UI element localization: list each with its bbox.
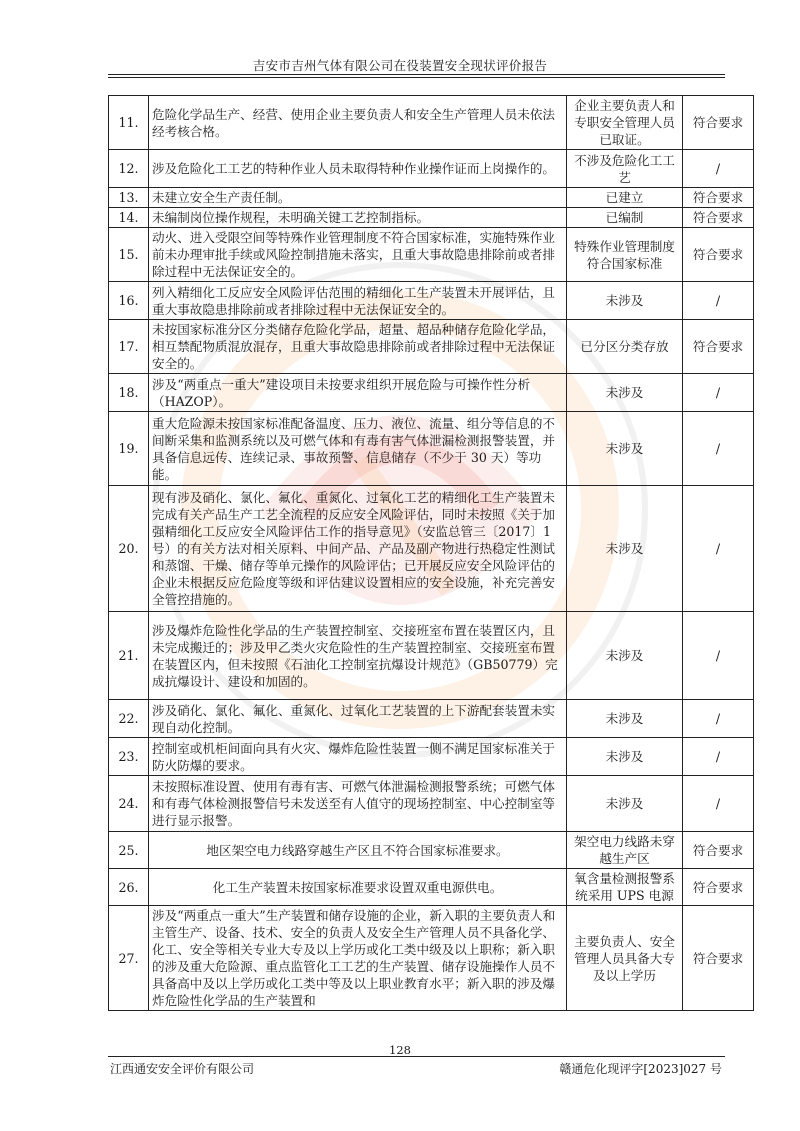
table-row [109, 282, 754, 320]
row-description: 涉及危险化工工艺的特种作业人员未取得特种作业操作证而上岗操作的。 [149, 150, 567, 188]
row-status: 未涉及 [567, 412, 683, 486]
row-status: 氧含量检测报警系统采用 UPS 电源 [567, 869, 683, 906]
row-status: 已建立 [567, 188, 683, 208]
table-row [109, 832, 754, 869]
table-row [109, 700, 754, 738]
page-header-title: 吉安市吉州气体有限公司在役装置安全现状评价报告 [252, 58, 548, 73]
table-row [109, 776, 754, 832]
row-description: 列入精细化工反应安全风险评估范围的精细化工生产装置未开展评估，且重大事故隐患排除前或者排除过程中无法保证安全的。 [149, 282, 567, 320]
row-status: 不涉及危险化工工艺 [567, 150, 683, 188]
row-number: 25. [109, 832, 149, 869]
table-row [109, 869, 754, 906]
row-status: 特殊作业管理制度符合国家标准 [567, 228, 683, 282]
row-number: 24. [109, 776, 149, 832]
row-number: 18. [109, 374, 149, 412]
row-description: 涉及“两重点一重大”建设项目未按要求组织开展危险与可操作性分析（HAZOP）。 [149, 374, 567, 412]
row-result: 符合要求 [683, 96, 754, 150]
row-description: 危险化学品生产、经营、使用企业主要负责人和安全生产管理人员未依法经考核合格。 [149, 96, 567, 150]
row-description: 未按国家标准分区分类储存危险化学品，超量、超品种储存危险化学品，相互禁配物质混放混存，且重大事故隐患排除前或者排除过程中无法保证安全的。 [149, 320, 567, 374]
row-result: / [683, 700, 754, 738]
row-description: 涉及“两重点一重大”生产装置和储存设施的企业，新入职的主要负责人和主管生产、设备、技术、安全的负责人及安全生产管理人员不具备化学、化工、安全等相关专业大专及以上学历或化工类中级及以上职称；新入职的涉及重大危险源、重点监管化工工艺的生产装置、储存设施操作人员不具备高中及以上学历或化工类中等及以上职业教育水平；新入职的涉及爆炸危险性化学品的生产装置和 [149, 906, 567, 1011]
row-number: 13. [109, 188, 149, 208]
row-number: 15. [109, 228, 149, 282]
row-result: / [683, 282, 754, 320]
row-status: 未涉及 [567, 374, 683, 412]
table-row [109, 188, 754, 208]
row-status: 企业主要负责人和专职安全管理人员已取证。 [567, 96, 683, 150]
row-status: 已编制 [567, 208, 683, 228]
row-result: 符合要求 [683, 832, 754, 869]
table-row [109, 906, 754, 1011]
row-description: 动火、进入受限空间等特殊作业管理制度不符合国家标准，实施特殊作业前未办理审批手续或风险控制措施未落实，且重大事故隐患排除前或者排除过程中无法保证安全的。 [149, 228, 567, 282]
table-row [109, 208, 754, 228]
row-result: 符合要求 [683, 320, 754, 374]
row-status: 未涉及 [567, 776, 683, 832]
row-description: 重大危险源未按国家标准配备温度、压力、液位、流量、组分等信息的不间断采集和监测系统以及可燃气体和有毒有害气体泄漏检测报警装置，并具备信息远传、连续记录、事故预警、信息储存（不少于 30 天）等功能。 [149, 412, 567, 486]
row-result: / [683, 374, 754, 412]
row-result: 符合要求 [683, 188, 754, 208]
row-result: / [683, 612, 754, 700]
header-rule-thin [108, 77, 725, 78]
row-number: 16. [109, 282, 149, 320]
row-number: 27. [109, 906, 149, 1011]
row-status: 未涉及 [567, 486, 683, 612]
page-number: 128 [389, 1043, 411, 1057]
row-description: 未按照标准设置、使用有毒有害、可燃气体泄漏检测报警系统；可燃气体和有毒气体检测报警信号未发送至有人值守的现场控制室、中心控制室等进行显示报警。 [149, 776, 567, 832]
row-description: 地区架空电力线路穿越生产区且不符合国家标准要求。 [149, 832, 567, 869]
row-result: 符合要求 [683, 906, 754, 1011]
row-result: / [683, 776, 754, 832]
table-row [109, 96, 754, 150]
table-row [109, 486, 754, 612]
row-status: 架空电力线路未穿越生产区 [567, 832, 683, 869]
table-row [109, 612, 754, 700]
row-result: 符合要求 [683, 208, 754, 228]
table-row [109, 150, 754, 188]
row-description: 化工生产装置未按国家标准要求设置双重电源供电。 [149, 869, 567, 906]
row-number: 22. [109, 700, 149, 738]
row-number: 21. [109, 612, 149, 700]
row-status: 未涉及 [567, 282, 683, 320]
row-status: 已分区分类存放 [567, 320, 683, 374]
row-status: 未涉及 [567, 738, 683, 776]
footer-report-number: 赣通危化现评字[2023]027 号 [559, 1062, 722, 1076]
row-result: 符合要求 [683, 869, 754, 906]
footer-rule [108, 1056, 725, 1057]
footer-company: 江西通安安全评价有限公司 [110, 1062, 255, 1076]
row-status: 未涉及 [567, 612, 683, 700]
row-number: 12. [109, 150, 149, 188]
row-description: 涉及爆炸危险性化学品的生产装置控制室、交接班室布置在装置区内，且未完成搬迁的；涉及甲乙类火灾危险性的生产装置控制室、交接班室布置在装置区内，但未按照《石油化工控制室抗爆设计规范》（GB50779）完成抗爆设计、建设和加固的。 [149, 612, 567, 700]
row-description: 未建立安全生产责任制。 [149, 188, 567, 208]
row-result: / [683, 486, 754, 612]
row-description: 现有涉及硝化、氯化、氟化、重氮化、过氧化工艺的精细化工生产装置未完成有关产品生产工艺全流程的反应安全风险评估，同时未按照《关于加强精细化工反应安全风险评估工作的指导意见》（安监总管三〔2017〕1 号）的有关方法对相关原料、中间产品、产品及副产物进行热稳定性测试和蒸馏、干燥、储存等单元操作的风险评估；已开展反应安全风险评估的企业未根据反应危险度等级和评估建议设置相应的安全设施，补充完善安全管控措施的。 [149, 486, 567, 612]
row-number: 14. [109, 208, 149, 228]
table-row [109, 320, 754, 374]
row-number: 26. [109, 869, 149, 906]
row-result: / [683, 150, 754, 188]
row-status: 未涉及 [567, 700, 683, 738]
row-description: 涉及硝化、氯化、氟化、重氮化、过氧化工艺装置的上下游配套装置未实现自动化控制。 [149, 700, 567, 738]
row-number: 23. [109, 738, 149, 776]
assessment-table [108, 95, 754, 1011]
header-rule [108, 74, 725, 75]
row-result: / [683, 738, 754, 776]
table-row [109, 374, 754, 412]
table-row [109, 228, 754, 282]
row-result: / [683, 412, 754, 486]
row-number: 20. [109, 486, 149, 612]
row-description: 未编制岗位操作规程，未明确关键工艺控制指标。 [149, 208, 567, 228]
table-row [109, 738, 754, 776]
row-result: 符合要求 [683, 228, 754, 282]
row-status: 主要负责人、安全管理人员具备大专及以上学历 [567, 906, 683, 1011]
table-row [109, 412, 754, 486]
row-description: 控制室或机柜间面向具有火灾、爆炸危险性装置一侧不满足国家标准关于防火防爆的要求。 [149, 738, 567, 776]
row-number: 19. [109, 412, 149, 486]
row-number: 11. [109, 96, 149, 150]
row-number: 17. [109, 320, 149, 374]
